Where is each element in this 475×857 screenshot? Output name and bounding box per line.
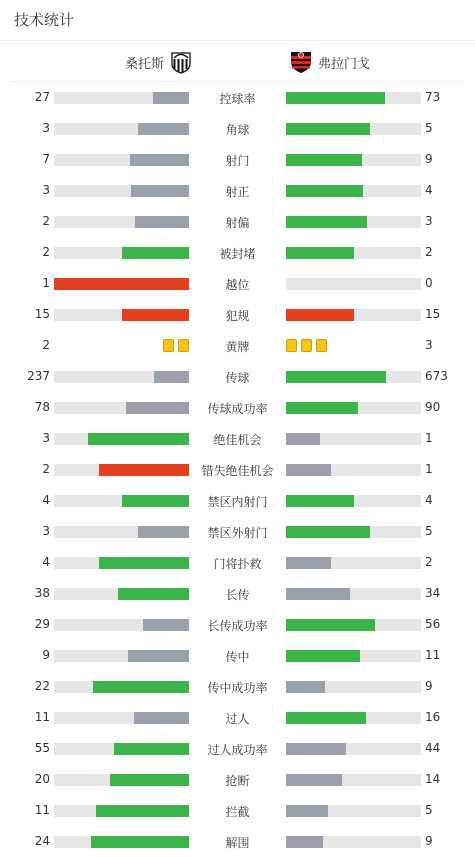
away-stat-bar-fill [286, 743, 346, 755]
home-stat-bar-fill [154, 371, 189, 383]
away-stat-value: 9 [425, 834, 433, 848]
home-stat-bar-fill [122, 495, 190, 507]
away-stat-bar [286, 743, 421, 755]
stat-row [0, 764, 475, 795]
away-stat-value: 4 [425, 493, 433, 507]
away-stat-bar [286, 805, 421, 817]
stat-row [0, 423, 475, 454]
stat-label: 长传成功率 [207, 619, 268, 633]
flamengo-crest-icon [290, 50, 312, 74]
away-stat-bar [286, 402, 421, 414]
stat-row [0, 268, 475, 299]
away-stat-value: 5 [425, 121, 433, 135]
yellow-card-icon [301, 339, 312, 352]
away-stat-bar-fill [286, 216, 367, 228]
home-stat-value: 11 [34, 710, 50, 724]
home-stat-bar-fill [118, 588, 189, 600]
home-stat-bar [54, 216, 189, 228]
away-yellow-cards [286, 339, 327, 352]
away-stat-bar-fill [286, 619, 375, 631]
away-stat-bar [286, 836, 421, 848]
stat-label: 射门 [225, 154, 250, 168]
home-stat-bar [54, 526, 189, 538]
away-stat-value: 90 [425, 400, 441, 414]
away-stat-bar [286, 495, 421, 507]
home-stat-value: 27 [34, 90, 50, 104]
home-stat-bar [54, 805, 189, 817]
home-stat-bar [54, 650, 189, 662]
home-stat-bar-fill [122, 247, 190, 259]
home-stat-value: 2 [42, 214, 50, 228]
away-stat-bar-fill [286, 836, 323, 848]
home-stat-bar [54, 557, 189, 569]
stat-row [0, 392, 475, 423]
home-stat-value: 1 [42, 276, 50, 290]
away-stat-bar-fill [286, 681, 325, 693]
stat-row [0, 82, 475, 113]
stat-label: 射正 [225, 185, 250, 199]
home-stat-bar [54, 464, 189, 476]
stat-label: 拦截 [225, 805, 250, 819]
stat-row [0, 733, 475, 764]
stat-row [0, 671, 475, 702]
home-stat-bar-fill [143, 619, 189, 631]
page-title: 技术统计 [14, 11, 75, 29]
away-stat-bar [286, 619, 421, 631]
home-stat-bar-fill [131, 185, 189, 197]
away-stat-value: 11 [425, 648, 441, 662]
away-stat-value: 3 [425, 214, 433, 228]
away-stat-bar [286, 154, 421, 166]
home-stat-bar [54, 774, 189, 786]
stat-label: 传中成功率 [207, 681, 268, 695]
yellow-card-icon [286, 339, 297, 352]
away-stat-value: 2 [425, 245, 433, 259]
santos-crest-icon [170, 50, 192, 74]
stat-label: 抢断 [225, 774, 250, 788]
stat-label: 错失绝佳机会 [201, 464, 274, 478]
home-stat-value: 20 [34, 772, 50, 786]
stat-label: 被封堵 [219, 247, 256, 261]
stat-label: 传球成功率 [207, 402, 268, 416]
home-stat-bar-fill [126, 402, 189, 414]
away-stat-bar-fill [286, 433, 320, 445]
away-stat-bar-fill [286, 805, 328, 817]
away-stat-bar-fill [286, 495, 354, 507]
away-stat-bar [286, 588, 421, 600]
header-divider [0, 40, 475, 41]
away-stat-value: 0 [425, 276, 433, 290]
stat-label: 解围 [225, 836, 250, 850]
home-stat-bar-fill [128, 650, 189, 662]
away-stat-bar [286, 247, 421, 259]
away-stat-bar-fill [286, 185, 363, 197]
home-stat-value: 24 [34, 834, 50, 848]
home-stat-bar [54, 712, 189, 724]
stat-label: 黄牌 [225, 340, 250, 354]
home-stat-bar-fill [88, 433, 189, 445]
away-stat-bar-fill [286, 92, 385, 104]
stat-label: 角球 [225, 123, 250, 137]
stat-row [0, 113, 475, 144]
home-yellow-cards [163, 339, 189, 352]
stat-row [0, 237, 475, 268]
stat-row [0, 299, 475, 330]
stat-label: 禁区外射门 [207, 526, 268, 540]
home-stat-value: 4 [42, 555, 50, 569]
away-stat-bar-fill [286, 402, 358, 414]
stat-label: 传中 [225, 650, 250, 664]
stat-label: 控球率 [219, 92, 256, 106]
yellow-card-icon [163, 339, 174, 352]
away-stat-bar [286, 464, 421, 476]
away-stat-value: 673 [425, 369, 448, 383]
stat-row [0, 826, 475, 857]
away-stat-bar [286, 216, 421, 228]
home-team-name: 桑托斯 [125, 56, 165, 72]
home-stat-value: 3 [42, 524, 50, 538]
stat-row [0, 361, 475, 392]
stat-row [0, 795, 475, 826]
home-stat-bar-fill [122, 309, 190, 321]
home-stat-bar [54, 402, 189, 414]
away-stat-bar-fill [286, 650, 360, 662]
away-stat-bar-fill [286, 526, 370, 538]
away-stat-bar-fill [286, 588, 350, 600]
stat-label: 绝佳机会 [213, 433, 262, 447]
away-team[interactable] [290, 50, 370, 74]
away-stat-value: 14 [425, 772, 441, 786]
stat-label: 传球 [225, 371, 250, 385]
away-stat-bar-fill [286, 712, 366, 724]
stat-label: 门将扑救 [213, 557, 262, 571]
away-stat-value: 5 [425, 803, 433, 817]
away-stat-value: 16 [425, 710, 441, 724]
home-stat-bar-fill [93, 681, 189, 693]
stat-label: 越位 [225, 278, 250, 292]
away-stat-value: 9 [425, 152, 433, 166]
home-stat-bar [54, 743, 189, 755]
away-stat-bar [286, 774, 421, 786]
home-stat-value: 7 [42, 152, 50, 166]
home-stat-bar-fill [135, 216, 189, 228]
away-stat-bar [286, 557, 421, 569]
yellow-card-icon [178, 339, 189, 352]
home-stat-bar [54, 247, 189, 259]
away-team-name: 弗拉门戈 [318, 56, 371, 72]
home-stat-value: 3 [42, 431, 50, 445]
stat-label: 禁区内射门 [207, 495, 268, 509]
home-stat-value: 4 [42, 493, 50, 507]
home-stat-bar-fill [153, 92, 189, 104]
stat-row [0, 206, 475, 237]
stat-label: 过人成功率 [207, 743, 268, 757]
away-stat-value: 56 [425, 617, 441, 631]
home-stat-value: 2 [42, 245, 50, 259]
home-stat-bar [54, 619, 189, 631]
away-stat-bar [286, 371, 421, 383]
home-stat-bar [54, 123, 189, 135]
away-stat-bar [286, 681, 421, 693]
stat-label: 射偏 [225, 216, 250, 230]
home-stat-bar [54, 154, 189, 166]
home-stat-bar-fill [138, 123, 189, 135]
home-stat-bar-fill [99, 557, 189, 569]
away-stat-bar [286, 433, 421, 445]
away-stat-bar-fill [286, 154, 362, 166]
stat-row [0, 609, 475, 640]
home-team[interactable] [125, 50, 192, 74]
home-stat-bar [54, 681, 189, 693]
away-stat-value: 2 [425, 555, 433, 569]
away-stat-bar [286, 712, 421, 724]
home-stat-bar [54, 371, 189, 383]
away-stat-value: 5 [425, 524, 433, 538]
away-stat-value: 34 [425, 586, 441, 600]
away-stat-bar [286, 92, 421, 104]
stat-label: 长传 [225, 588, 250, 602]
home-stat-value: 3 [42, 121, 50, 135]
home-stat-value: 55 [34, 741, 50, 755]
stat-row [0, 144, 475, 175]
away-stat-value: 1 [425, 462, 433, 476]
away-stat-bar [286, 650, 421, 662]
away-stat-value: 3 [425, 338, 433, 352]
stat-row [0, 640, 475, 671]
stat-row [0, 702, 475, 733]
stat-row [0, 485, 475, 516]
away-stat-bar-fill [286, 774, 342, 786]
teams-header [0, 44, 475, 80]
home-stat-value: 237 [27, 369, 50, 383]
home-stat-value: 3 [42, 183, 50, 197]
stat-row [0, 547, 475, 578]
home-stat-value: 9 [42, 648, 50, 662]
home-stat-bar-fill [110, 774, 189, 786]
away-stat-value: 4 [425, 183, 433, 197]
home-stat-value: 29 [34, 617, 50, 631]
home-stat-value: 22 [34, 679, 50, 693]
away-stat-value: 9 [425, 679, 433, 693]
away-stat-bar-fill [286, 371, 386, 383]
away-stat-value: 73 [425, 90, 441, 104]
home-stat-bar [54, 433, 189, 445]
home-stat-value: 2 [42, 338, 50, 352]
away-stat-bar [286, 123, 421, 135]
away-stat-bar-fill [286, 123, 370, 135]
home-stat-value: 78 [34, 400, 50, 414]
stat-row [0, 454, 475, 485]
home-stat-bar [54, 92, 189, 104]
home-stat-bar-fill [99, 464, 189, 476]
home-stat-bar [54, 185, 189, 197]
home-stat-bar [54, 836, 189, 848]
home-stat-value: 2 [42, 462, 50, 476]
home-stat-value: 38 [34, 586, 50, 600]
away-stat-bar [286, 526, 421, 538]
home-stat-bar-fill [130, 154, 189, 166]
stat-label: 犯规 [225, 309, 250, 323]
away-stat-value: 44 [425, 741, 441, 755]
away-stat-bar [286, 278, 421, 290]
home-stat-bar [54, 588, 189, 600]
home-stat-bar-fill [114, 743, 189, 755]
away-stat-bar [286, 309, 421, 321]
stat-row [0, 330, 475, 361]
home-stat-bar-fill [138, 526, 189, 538]
away-stat-bar-fill [286, 247, 354, 259]
home-stat-bar-fill [96, 805, 189, 817]
home-stat-value: 11 [34, 803, 50, 817]
home-stat-bar [54, 309, 189, 321]
away-stat-bar [286, 185, 421, 197]
home-stat-bar [54, 495, 189, 507]
home-stat-bar [54, 278, 189, 290]
stats-list [0, 81, 475, 857]
stat-row [0, 175, 475, 206]
stat-row [0, 516, 475, 547]
away-stat-bar-fill [286, 309, 354, 321]
away-stat-value: 1 [425, 431, 433, 445]
home-stat-bar-fill [134, 712, 189, 724]
stat-row [0, 578, 475, 609]
away-stat-value: 15 [425, 307, 441, 321]
home-stat-bar-fill [91, 836, 189, 848]
home-stat-value: 15 [34, 307, 50, 321]
away-stat-bar-fill [286, 557, 331, 569]
stat-label: 过人 [225, 712, 250, 726]
home-stat-bar-fill [54, 278, 189, 290]
yellow-card-icon [316, 339, 327, 352]
away-stat-bar-fill [286, 464, 331, 476]
